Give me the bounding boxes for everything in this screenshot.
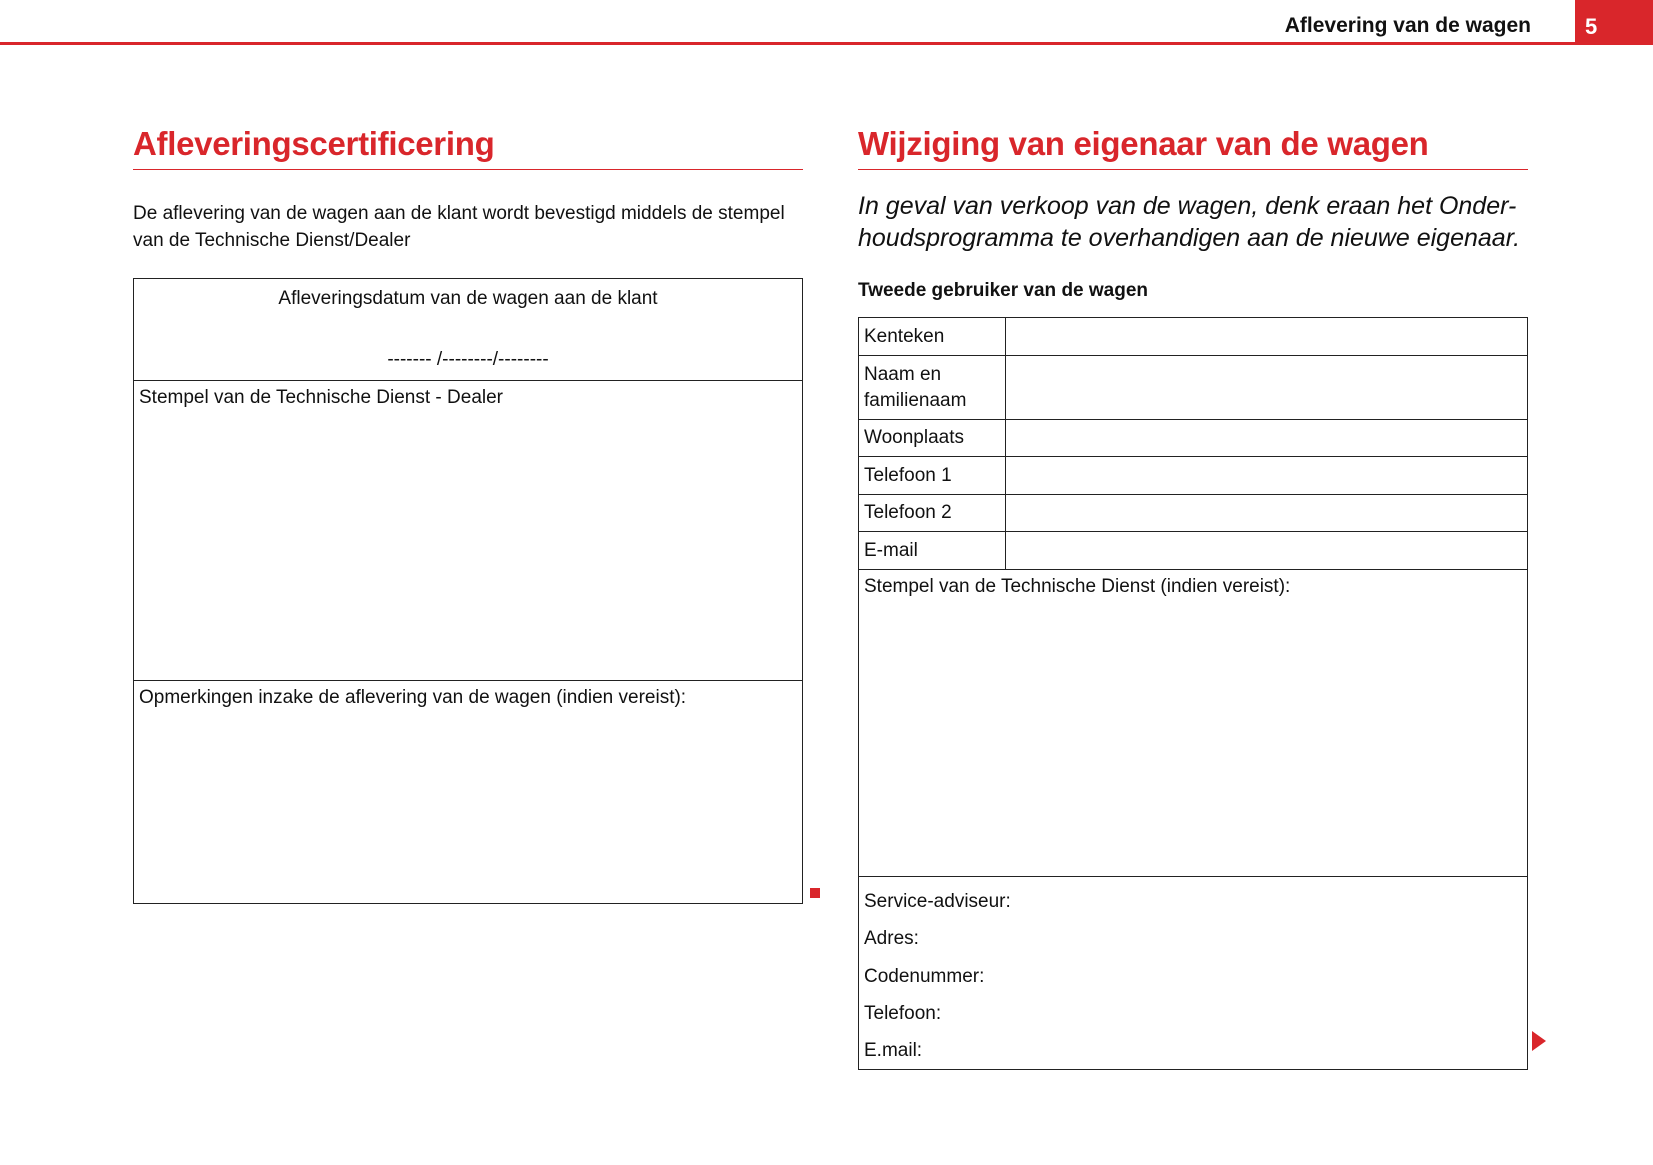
- telefoon2-field[interactable]: [1006, 495, 1528, 532]
- table-row: [859, 356, 1528, 420]
- table-row: [859, 457, 1528, 495]
- email-label: E-mail: [859, 532, 1006, 570]
- delivery-certification-section: [133, 125, 803, 904]
- telefoon1-label: Telefoon 1: [859, 457, 1006, 495]
- technical-stamp-label: Stempel van de Technische Dienst (indien vereist):: [864, 576, 1291, 597]
- woonplaats-label: Woonplaats: [859, 420, 1006, 457]
- table-row: [859, 532, 1528, 570]
- kenteken-label: Kenteken: [859, 318, 1006, 356]
- delivery-intro-text: De aflevering van de wagen aan de klant wordt bevestigd middels de stempel van de Technische Dienst/Dealer: [133, 203, 785, 251]
- kenteken-field[interactable]: [1006, 318, 1528, 356]
- delivery-form-box: [133, 278, 803, 904]
- section-end-marker-icon: [810, 888, 820, 898]
- service-code-label: Codenummer:: [864, 965, 985, 987]
- technical-stamp-cell[interactable]: [859, 570, 1528, 877]
- table-row: [859, 420, 1528, 457]
- delivery-date-cell[interactable]: [134, 279, 802, 381]
- service-address-label: Adres:: [864, 928, 919, 950]
- table-row: [859, 570, 1528, 877]
- service-advisor-label: Service-adviseur:: [864, 891, 1011, 912]
- second-user-table: [858, 317, 1528, 1070]
- telefoon2-label: Telefoon 2: [859, 495, 1006, 532]
- table-row: [859, 318, 1528, 356]
- telefoon1-field[interactable]: [1006, 457, 1528, 495]
- table-row: [859, 877, 1528, 1070]
- woonplaats-field[interactable]: [1006, 420, 1528, 457]
- owner-change-lead: In geval van verkoop van de wagen, denk eraan het Onder- houdsprogramma te overhandigen aan de nieuwe eigenaar.: [858, 192, 1521, 252]
- service-phone-label: Telefoon:: [864, 1002, 942, 1024]
- delivery-remarks-cell[interactable]: [134, 681, 802, 903]
- naam-field[interactable]: [1006, 356, 1528, 420]
- owner-change-section: [858, 125, 1528, 1070]
- delivery-date-label: Afleveringsdatum van de wagen aan de klant: [278, 288, 658, 309]
- service-advisor-cell[interactable]: [859, 877, 1528, 1070]
- second-user-subheading: Tweede gebruiker van de wagen: [858, 280, 1149, 301]
- table-row: [859, 495, 1528, 532]
- delivery-date-placeholder: ------- /--------/--------: [387, 349, 549, 370]
- dealer-stamp-cell[interactable]: [134, 381, 802, 681]
- page-number: 5: [1575, 0, 1653, 45]
- continue-arrow-icon: [1532, 1031, 1546, 1051]
- email-field[interactable]: [1006, 532, 1528, 570]
- header-rule: [0, 42, 1580, 45]
- service-email-label: E.mail:: [864, 1040, 923, 1062]
- running-header-title: Aflevering van de wagen: [1284, 14, 1531, 37]
- naam-label: Naam en familienaam: [859, 356, 1006, 420]
- delivery-certification-heading: Afleveringscertificering: [133, 125, 803, 170]
- owner-change-heading: Wijziging van eigenaar van de wagen: [858, 125, 1528, 170]
- delivery-remarks-label: Opmerkingen inzake de aflevering van de wagen (indien vereist):: [139, 687, 687, 708]
- dealer-stamp-label: Stempel van de Technische Dienst - Dealer: [139, 387, 504, 408]
